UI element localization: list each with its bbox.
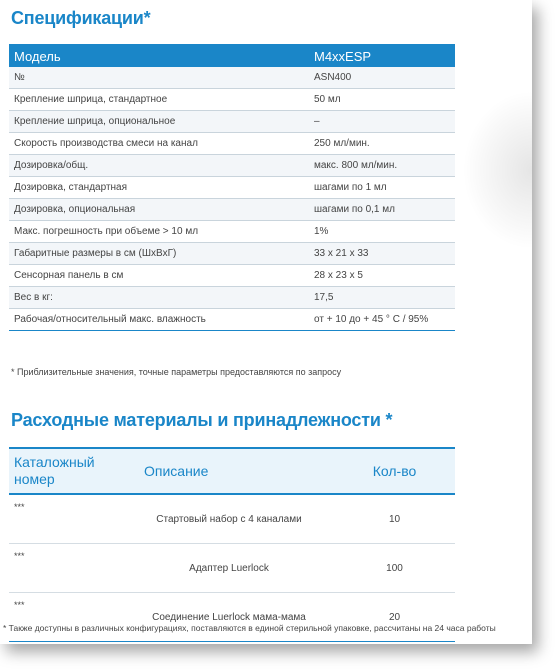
spec-row-value: 250 мл/мин.	[309, 133, 455, 155]
accessory-catalog: ***	[9, 593, 124, 642]
spec-table	[9, 44, 455, 331]
header-quantity: Кол-во	[329, 448, 455, 494]
spec-row-label: Габаритные размеры в см (ШхВхГ)	[9, 243, 309, 265]
spec-header-label: Модель	[9, 45, 309, 68]
header-catalog-number: Каталожный номер	[9, 448, 124, 494]
accessories-header-row	[9, 448, 455, 494]
spec-row	[9, 221, 455, 243]
spec-footnote: * Приблизительные значения, точные параметры предоставляются по запросу	[11, 367, 342, 377]
accessory-catalog: ***	[9, 494, 124, 544]
spec-title: Спецификации*	[11, 8, 151, 28]
spec-row-value: 17,5	[309, 287, 455, 309]
spec-header-row	[9, 45, 455, 68]
spec-row-label: Дозировка, опциональная	[9, 199, 309, 221]
spec-row-value: –	[309, 111, 455, 133]
spec-row	[9, 111, 455, 133]
spec-row-label: Крепление шприца, стандартное	[9, 89, 309, 111]
spec-row	[9, 177, 455, 199]
accessories-table	[9, 447, 455, 642]
accessory-qty: 10	[329, 494, 455, 544]
spec-row	[9, 199, 455, 221]
spec-row	[9, 155, 455, 177]
accessories-footnote: * Также доступны в различных конфигурациях, поставляются в единой стерильной упаковке, рассчитаны на 24 часа работы	[3, 623, 496, 633]
spec-row	[9, 309, 455, 331]
spec-row-value: шагами по 1 мл	[309, 177, 455, 199]
accessory-description: Адаптер Luerlock	[124, 544, 329, 593]
accessory-description: Соединение Luerlock мама-мама	[124, 593, 329, 642]
accessory-row	[9, 494, 455, 544]
spec-row-value: шагами по 0,1 мл	[309, 199, 455, 221]
spec-row-value: ASN400	[309, 67, 455, 89]
spec-row-value: 50 мл	[309, 89, 455, 111]
spec-header-value: M4xxESP	[309, 45, 455, 68]
spec-row-label: Дозировка, стандартная	[9, 177, 309, 199]
header-description: Описание	[124, 448, 329, 494]
spec-row-label: Дозировка/общ.	[9, 155, 309, 177]
accessory-catalog: ***	[9, 544, 124, 593]
spec-row	[9, 287, 455, 309]
accessories-title: Расходные материалы и принадлежности *	[11, 410, 393, 430]
spec-row	[9, 89, 455, 111]
spec-row	[9, 243, 455, 265]
accessory-qty: 20	[329, 593, 455, 642]
spec-row-value: 33 x 21 x 33	[309, 243, 455, 265]
spec-row-value: от + 10 до + 45 ° C / 95%	[309, 309, 455, 331]
spec-row	[9, 265, 455, 287]
spec-row-value: 28 x 23 x 5	[309, 265, 455, 287]
spec-row-label: Скорость производства смеси на канал	[9, 133, 309, 155]
spec-row-label: Рабочая/относительный макс. влажность	[9, 309, 309, 331]
accessory-row	[9, 593, 455, 642]
spec-row-label: Сенсорная панель в см	[9, 265, 309, 287]
spec-row-label: Вес в кг:	[9, 287, 309, 309]
accessory-qty: 100	[329, 544, 455, 593]
spec-row-value: 1%	[309, 221, 455, 243]
accessory-row	[9, 544, 455, 593]
spec-row	[9, 133, 455, 155]
spec-row-label: Макс. погрешность при объеме > 10 мл	[9, 221, 309, 243]
spec-row	[9, 67, 455, 89]
accessory-description: Стартовый набор с 4 каналами	[124, 494, 329, 544]
spec-row-label: №	[9, 67, 309, 89]
spec-row-label: Крепление шприца, опциональное	[9, 111, 309, 133]
spec-row-value: макс. 800 мл/мин.	[309, 155, 455, 177]
